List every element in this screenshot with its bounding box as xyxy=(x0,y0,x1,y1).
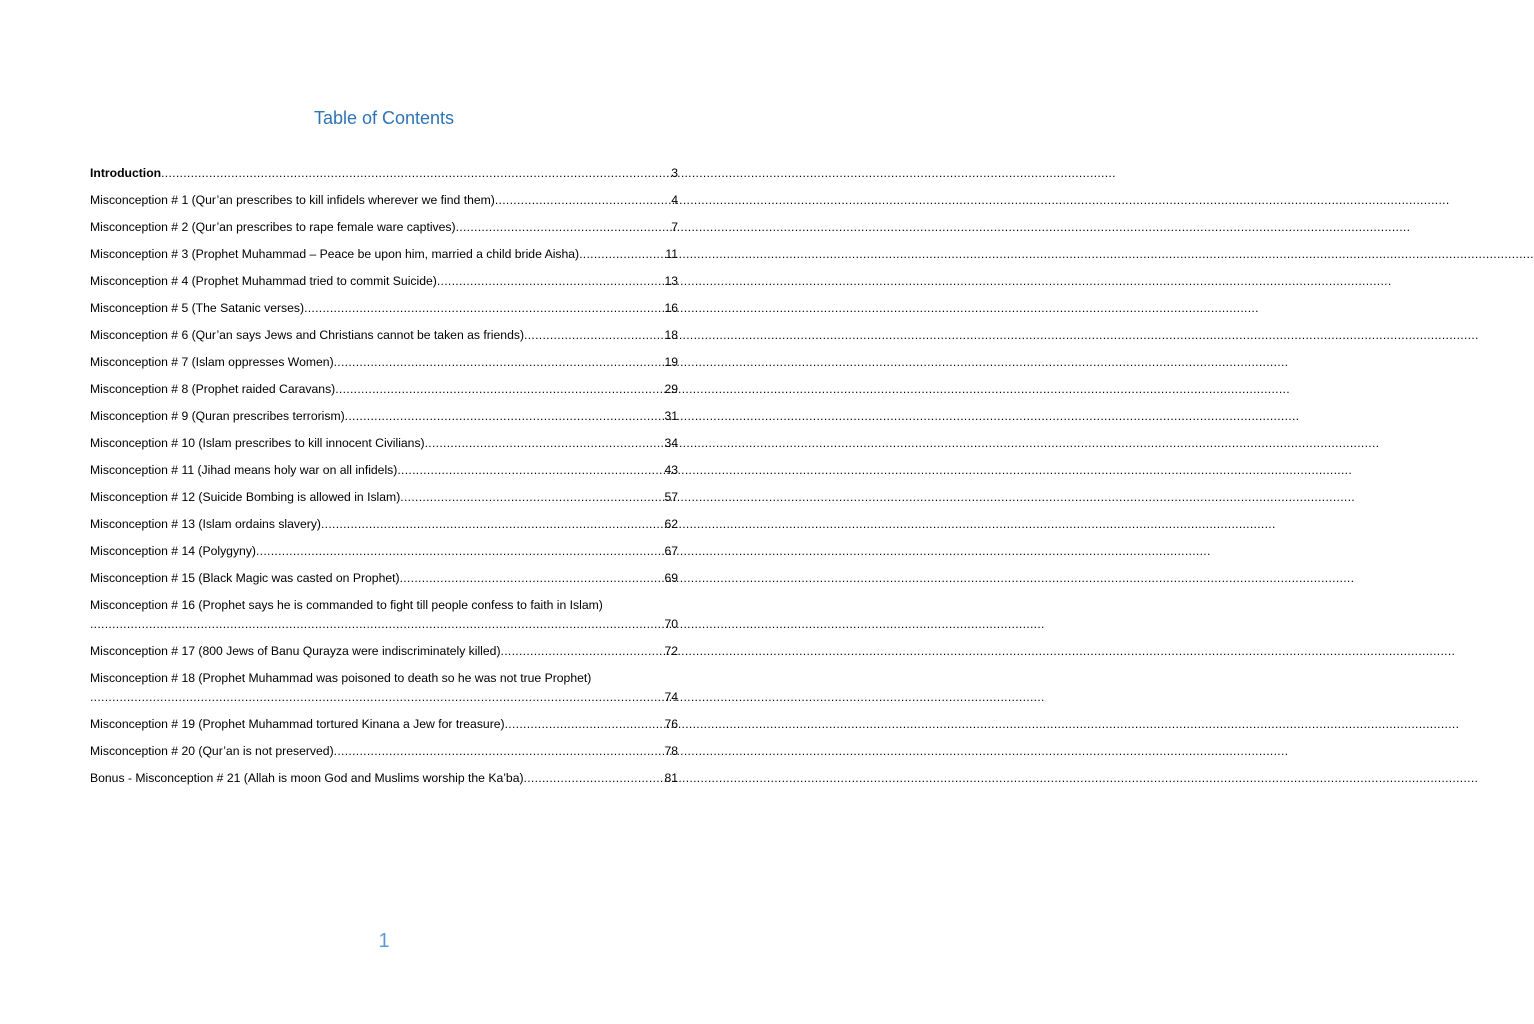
toc-entry-title: Misconception # 18 (Prophet Muhammad was poisoned to death so he was not true Prophet) xyxy=(90,671,592,685)
toc-entry-misconception-18[interactable] xyxy=(90,669,678,707)
toc-entry-misconception-3[interactable] xyxy=(90,245,678,264)
toc-entry-misconception-17[interactable] xyxy=(90,642,678,661)
toc-leader-dots xyxy=(397,461,661,480)
toc-entry-title: Introduction xyxy=(90,166,162,180)
toc-entry-title: Misconception # 10 (Islam prescribes to kill innocent Civilians) xyxy=(90,436,425,450)
toc-entry-title: Misconception # 11 (Jihad means holy war on all infidels) xyxy=(90,463,398,477)
toc-entry-title: Misconception # 19 (Prophet Muhammad tortured Kinana a Jew for treasure) xyxy=(90,717,505,731)
toc-leader-dots xyxy=(161,164,668,183)
toc-entry-title: Misconception # 12 (Suicide Bombing is allowed in Islam) xyxy=(90,490,401,504)
toc-leader-dots xyxy=(501,642,662,661)
toc-entry-title: Misconception # 7 (Islam oppresses Women) xyxy=(90,355,334,369)
toc-entry-title: Misconception # 2 (Qur’an prescribes to rape female ware captives) xyxy=(90,220,456,234)
toc-leader-dots xyxy=(437,272,662,291)
toc-entry-misconception-14[interactable] xyxy=(90,542,678,561)
toc-entry-page: 72 xyxy=(664,644,678,658)
toc-entry-page: 29 xyxy=(664,382,678,396)
toc-entry-title: Misconception # 9 (Quran prescribes terrorism) xyxy=(90,409,345,423)
toc-entry-title: Misconception # 4 (Prophet Muhammad tried to commit Suicide) xyxy=(90,274,437,288)
toc-entry-title: Misconception # 15 (Black Magic was casted on Prophet) xyxy=(90,571,400,585)
toc-leader-dots xyxy=(505,715,662,734)
toc-entry-misconception-7[interactable] xyxy=(90,353,678,372)
toc-leader-dots xyxy=(495,191,668,210)
toc-entry-title: Misconception # 16 (Prophet says he is commanded to fight till people confess to faith in Islam) xyxy=(90,598,603,612)
toc-entry-page: 31 xyxy=(664,409,678,423)
toc-leader-dots xyxy=(321,515,661,534)
toc-entry-bonus-misconception-21[interactable] xyxy=(90,769,678,788)
toc-entry-misconception-10[interactable] xyxy=(90,434,678,453)
toc-entry-title: Misconception # 20 (Qur’an is not preserved) xyxy=(90,744,334,758)
toc-entry-title: Misconception # 6 (Qur’an says Jews and Christians cannot be taken as friends) xyxy=(90,328,525,342)
toc-entry-page: 11 xyxy=(665,247,678,261)
toc-leader-dots xyxy=(400,488,661,507)
toc-entry-title: Misconception # 3 (Prophet Muhammad – Peace be upon him, married a child bride Aisha) xyxy=(90,247,580,261)
toc-leader-dots xyxy=(400,569,662,588)
toc-entry-page: 70 xyxy=(664,617,678,631)
toc-entry-misconception-2[interactable] xyxy=(90,218,678,237)
toc-leader-dots xyxy=(524,326,661,345)
toc-entry-misconception-16[interactable] xyxy=(90,596,678,634)
toc-entry-title: Misconception # 5 (The Satanic verses) xyxy=(90,301,305,315)
toc-entry-page: 67 xyxy=(664,544,678,558)
table-of-contents xyxy=(90,164,678,796)
toc-entry-misconception-6[interactable] xyxy=(90,326,678,345)
toc-leader-dots xyxy=(90,688,661,707)
toc-entry-misconception-12[interactable] xyxy=(90,488,678,507)
toc-entry-misconception-1[interactable] xyxy=(90,191,678,210)
toc-entry-title: Misconception # 14 (Polygyny) xyxy=(90,544,256,558)
toc-entry-title: Misconception # 13 (Islam ordains slavery) xyxy=(90,517,321,531)
toc-entry-misconception-5[interactable] xyxy=(90,299,678,318)
toc-entry-page: 16 xyxy=(664,301,678,315)
toc-entry-page: 13 xyxy=(664,274,678,288)
toc-leader-dots xyxy=(456,218,669,237)
toc-entry-page: 57 xyxy=(664,490,678,504)
page-title: Table of Contents xyxy=(313,108,455,128)
toc-leader-dots xyxy=(425,434,662,453)
toc-leader-dots xyxy=(304,299,661,318)
toc-entry-misconception-11[interactable] xyxy=(90,461,678,480)
toc-entry-misconception-9[interactable] xyxy=(90,407,678,426)
toc-entry-page: 18 xyxy=(664,328,678,342)
toc-leader-dots xyxy=(524,769,662,788)
toc-entry-misconception-19[interactable] xyxy=(90,715,678,734)
toc-entry-page: 78 xyxy=(664,744,678,758)
toc-entry-title: Misconception # 1 (Qur’an prescribes to kill infidels wherever we find them) xyxy=(90,193,495,207)
toc-entry-page: 81 xyxy=(664,771,678,785)
toc-entry-page: 69 xyxy=(664,571,678,585)
toc-leader-dots xyxy=(90,615,661,634)
toc-entry-page: 3 xyxy=(671,166,678,180)
toc-leader-dots xyxy=(334,353,662,372)
toc-entry-title: Misconception # 8 (Prophet raided Caravans) xyxy=(90,382,336,396)
toc-entry-misconception-4[interactable] xyxy=(90,272,678,291)
toc-entry-title: Bonus - Misconception # 21 (Allah is moon God and Muslims worship the Ka’ba) xyxy=(90,771,524,785)
toc-entry-page: 7 xyxy=(671,220,678,234)
toc-leader-dots xyxy=(256,542,661,561)
toc-entry-page: 43 xyxy=(664,463,678,477)
toc-leader-dots xyxy=(345,407,662,426)
toc-leader-dots xyxy=(335,380,661,399)
toc-entry-misconception-20[interactable] xyxy=(90,742,678,761)
toc-entry-page: 62 xyxy=(664,517,678,531)
toc-entry-page: 19 xyxy=(664,355,678,369)
toc-leader-dots xyxy=(579,245,662,264)
toc-entry-page: 76 xyxy=(664,717,678,731)
toc-entry-page: 34 xyxy=(664,436,678,450)
toc-leader-dots xyxy=(334,742,662,761)
toc-entry-misconception-15[interactable] xyxy=(90,569,678,588)
page-number: 1 xyxy=(378,930,390,952)
toc-entry-introduction[interactable] xyxy=(90,164,678,183)
toc-entry-page: 74 xyxy=(664,690,678,704)
toc-entry-misconception-8[interactable] xyxy=(90,380,678,399)
toc-entry-title: Misconception # 17 (800 Jews of Banu Qurayza were indiscriminately killed) xyxy=(90,644,501,658)
toc-entry-page: 4 xyxy=(671,193,678,207)
toc-entry-misconception-13[interactable] xyxy=(90,515,678,534)
